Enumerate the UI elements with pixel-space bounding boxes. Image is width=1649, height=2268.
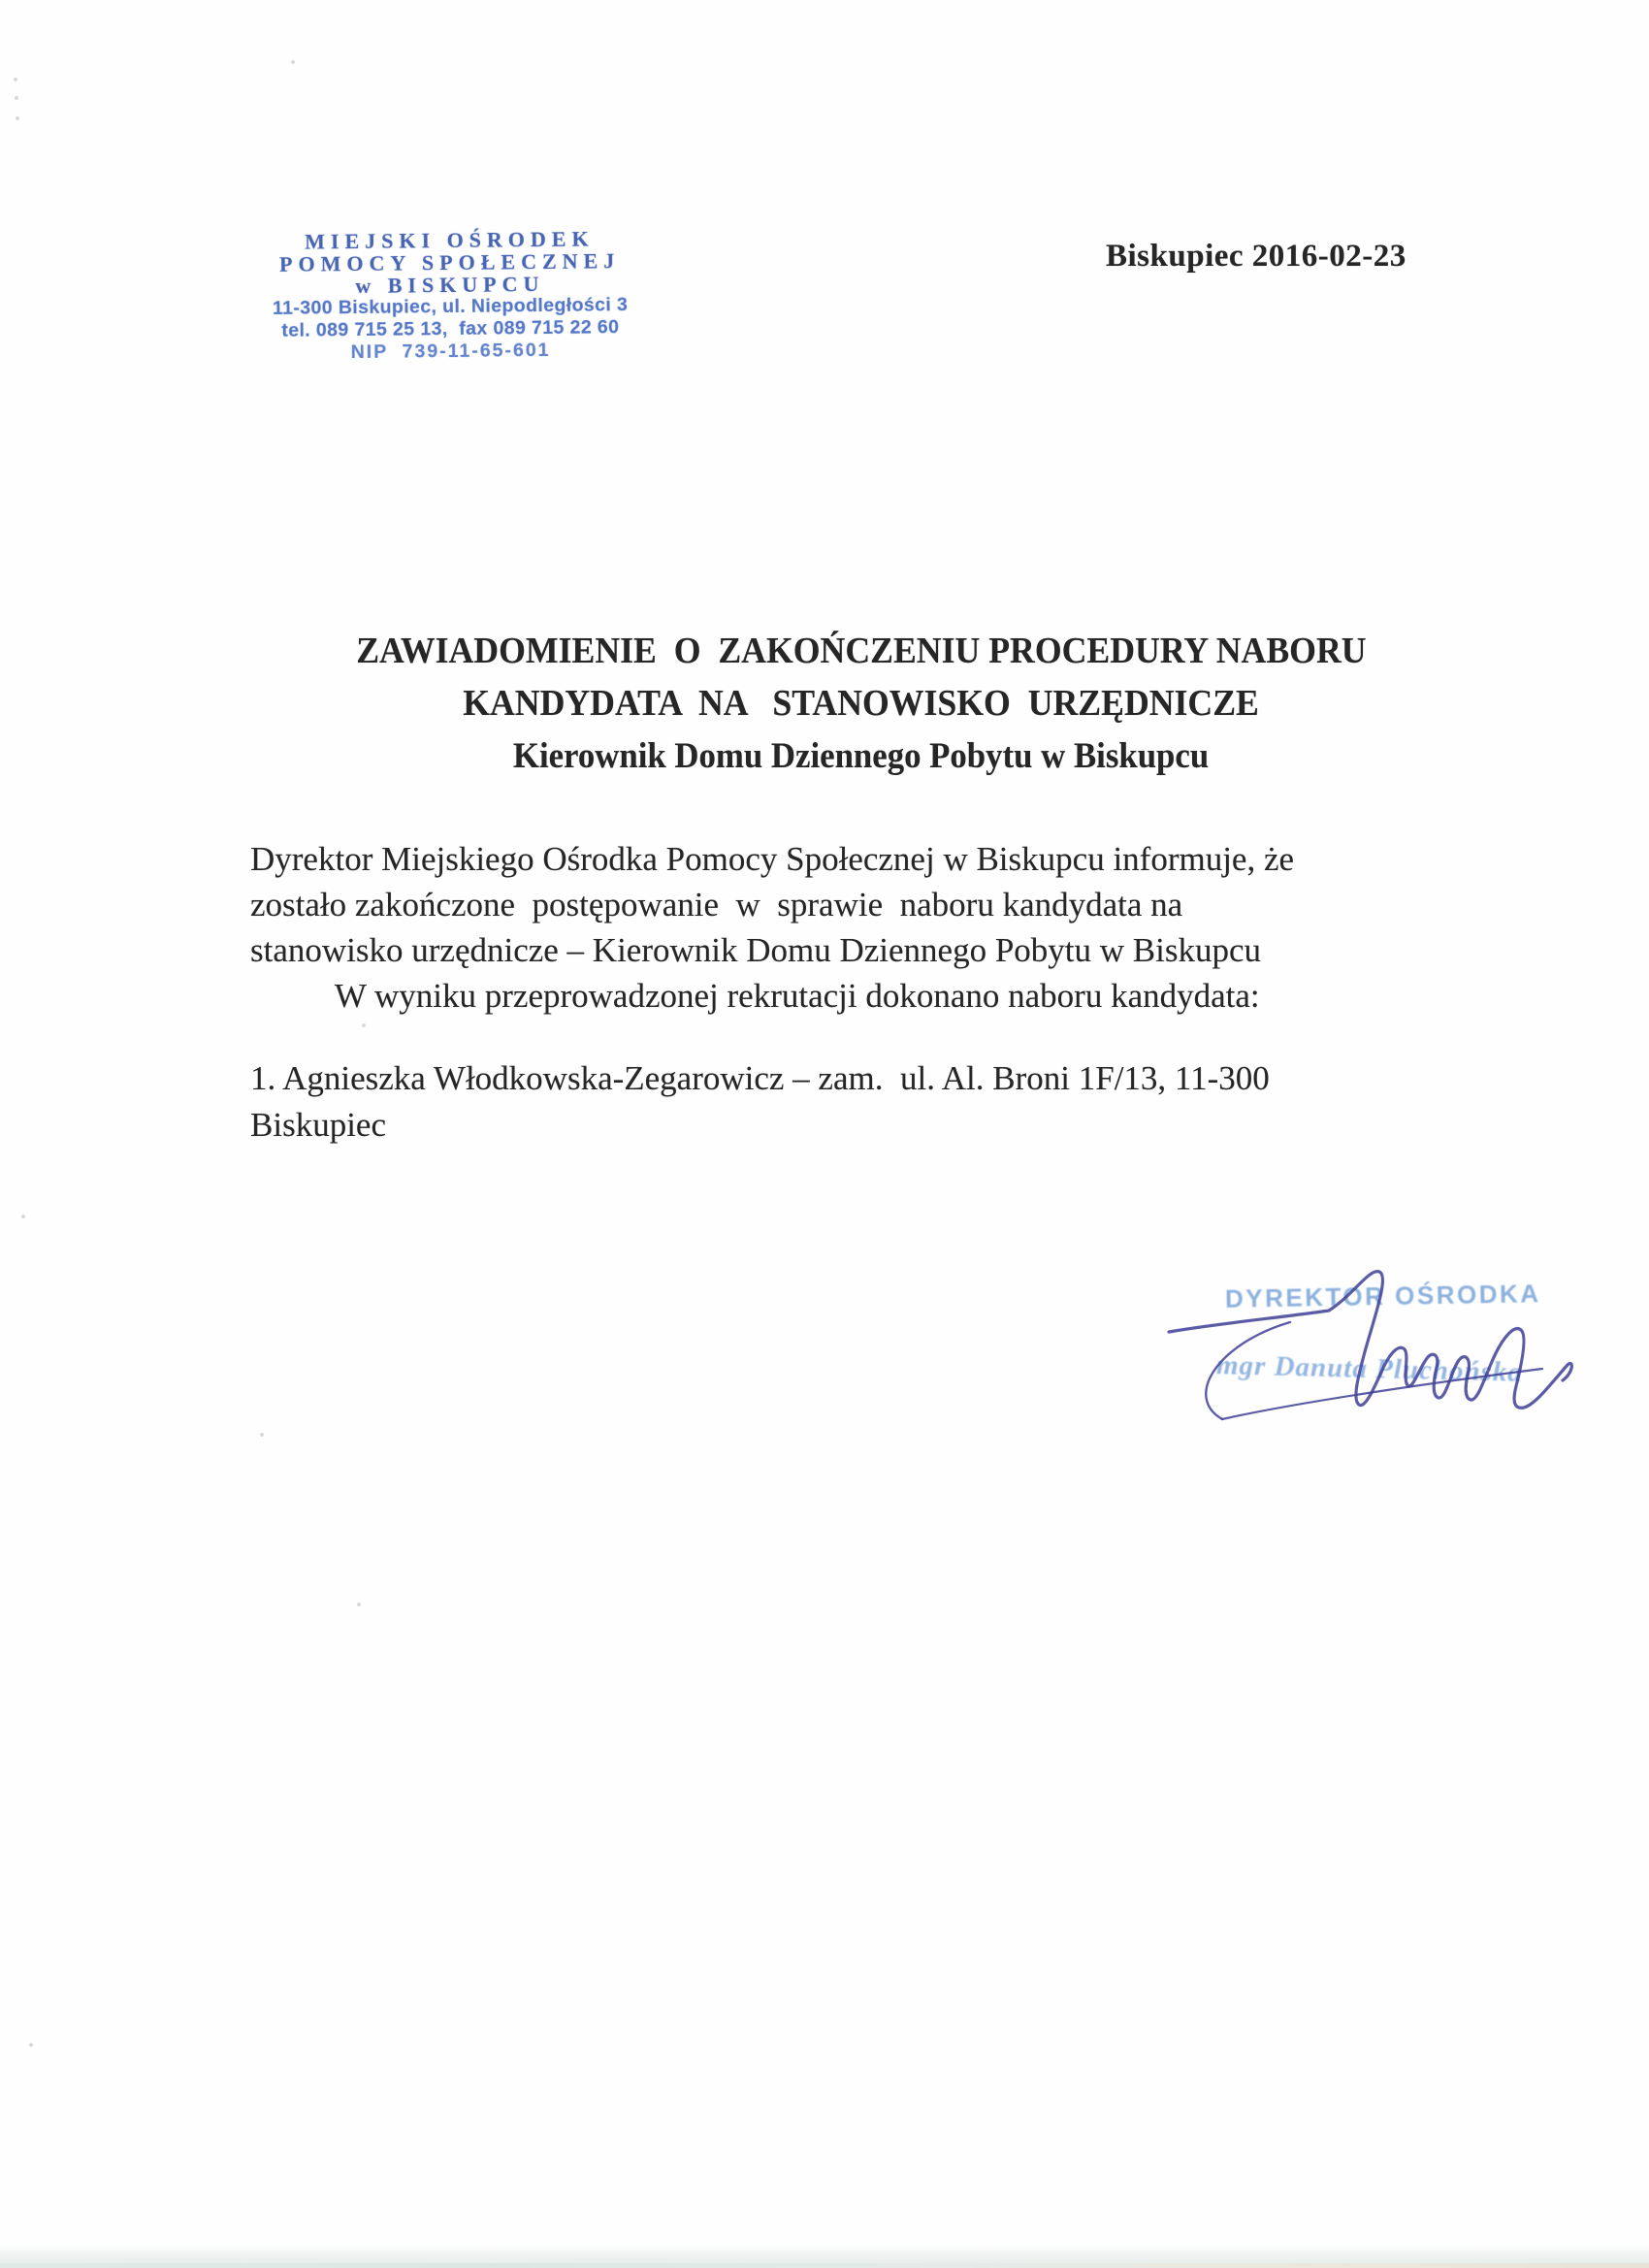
org-stamp-name-line-2: POMOCY SPOŁECZNEJ [278,248,621,276]
scan-speck [16,116,19,120]
body-line-3: stanowisko urzędnicze – Kierownik Domu Dziennego Pobytu w Biskupcu [250,931,1262,969]
candidate-entry [250,1055,1472,1149]
director-stamp-name: mgr Danuta Pluchońska [1215,1349,1524,1388]
scan-speck [357,1603,361,1606]
candidate-line-1: 1. Agnieszka Włodkowska-Zegarowicz – zam. ul. Al. Broni 1F/13, 11-300 [250,1059,1270,1097]
signature-block [1125,1256,1591,1465]
scan-speck [362,1023,366,1027]
title-line-3: Kierownik Domu Dziennego Pobytu w Biskupcu [513,736,1210,776]
document-date: Biskupiec 2016-02-23 [1106,239,1406,274]
scan-speck [260,1433,264,1437]
candidate-line-2: Biskupiec [250,1106,386,1144]
bottom-scan-band [0,2245,1649,2268]
title-line-2: KANDYDATA NA STANOWISKO URZĘDNICZE [463,683,1260,724]
scan-speck [15,96,18,100]
director-stamp-title: DYREKTOR OŚRODKA [1224,1279,1541,1313]
scan-speck [21,1215,25,1218]
org-address-stamp [271,227,629,365]
body-line-1: Dyrektor Miejskiego Ośrodka Pomocy Społecznej w Biskupcu informuje, że [250,840,1295,878]
scan-speck [29,2043,33,2047]
org-stamp-nip-line: NIP 739-11-65-601 [350,339,551,364]
scan-speck [291,60,295,64]
title-line-1: ZAWIADOMIENIE O ZAKOŃCZENIU PROCEDURY NABORU [356,631,1367,671]
body-paragraph [250,836,1472,1019]
document-title [74,629,1649,786]
scan-speck [14,78,17,81]
org-stamp-phone-line: tel. 089 715 25 13, fax 089 715 22 60 [281,316,620,341]
body-line-2: zostało zakończone postępowanie w sprawie naboru kandydata na [250,886,1183,923]
org-stamp-name-line-3: w BISKUPCU [355,271,545,299]
org-stamp-address-line: 11-300 Biskupiec, ul. Niepodległości 3 [272,294,629,319]
body-line-4: W wyniku przeprowadzonej rekrutacji dokonano naboru kandydata: [250,977,1260,1015]
org-stamp-name-line-1: MIEJSKI OŚRODEK [305,226,595,254]
